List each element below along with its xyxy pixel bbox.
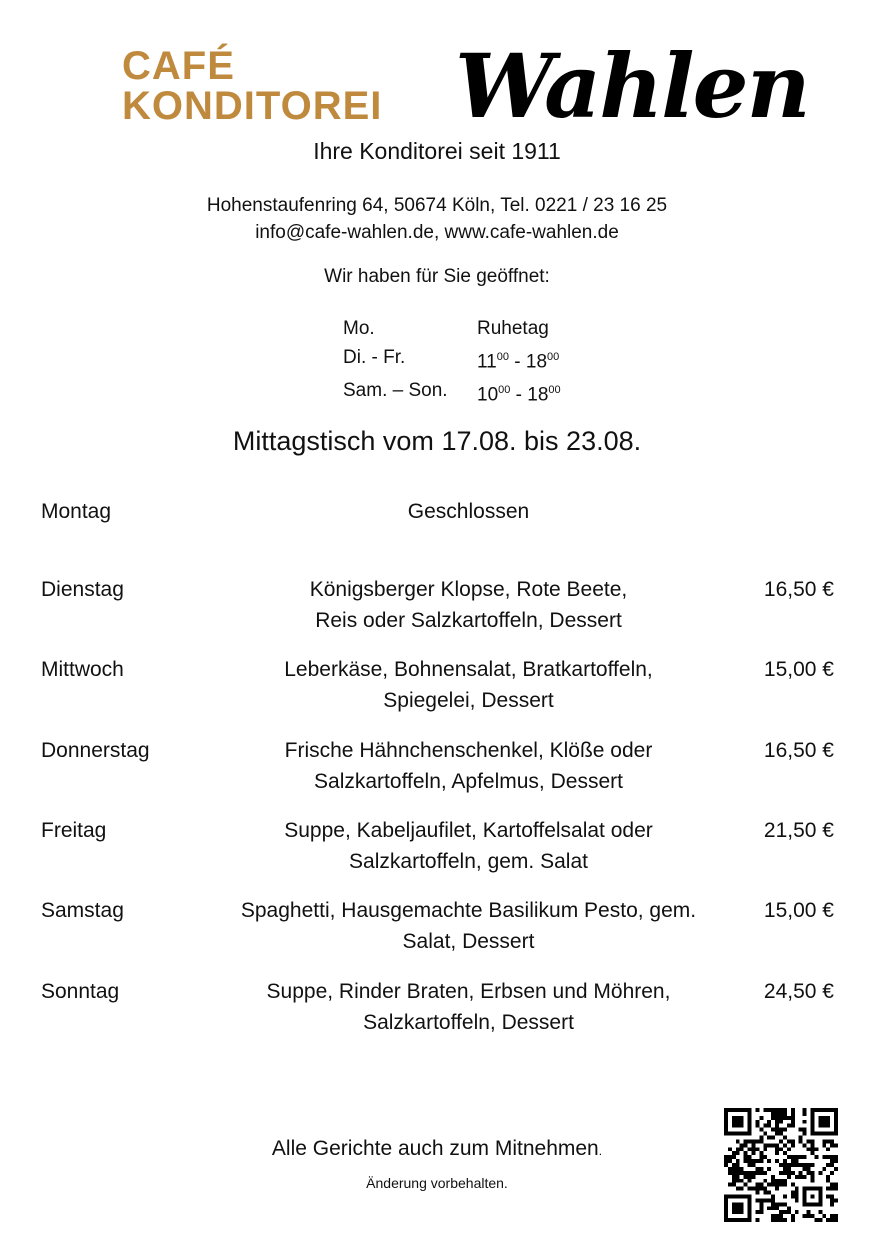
menu-dish: Königsberger Klopse, Rote Beete, Reis oder Salzkartoffeln, Dessert [309,578,628,632]
logo-wordmark [122,46,382,126]
logo-line-konditorei: KONDITOREI [122,84,383,128]
hours-days: Sam. – Son. [343,380,448,402]
logo-line-cafe: CAFÉ [122,44,235,88]
hours-days: Mo. [343,318,375,339]
contact-address: Hohenstaufenring 64, 50674 Köln, Tel. 0221 / 23 16 25 [206,195,668,216]
menu-price: 15,00 € [763,658,834,681]
menu-day: Samstag [41,899,124,922]
hours-days: Di. - Fr. [343,347,406,368]
menu-dish: Geschlossen [407,500,530,523]
hours-time: Ruhetag [477,318,549,339]
menu-date-to: 23.08. [566,426,642,456]
menu-price: 24,50 € [763,980,834,1003]
menu-date-from: 17.08. [441,426,517,456]
menu-day: Freitag [41,819,107,842]
qr-code-icon[interactable] [724,1108,838,1222]
menu-price: 16,50 € [763,578,834,601]
menu-day: Mittwoch [41,658,124,681]
hours-row [343,343,561,376]
menu-price: 16,50 € [763,739,834,762]
menu-dish: Suppe, Kabeljaufilet, Kartoffelsalat oder Salzkartoffeln, gem. Salat [284,819,653,873]
change-note: Änderung vorbehalten. [366,1175,508,1191]
menu-day: Sonntag [41,980,120,1003]
hours-row [343,314,561,343]
opening-title: Wir haben für Sie geöffnet: [324,266,550,287]
menu-day: Donnerstag [41,739,150,762]
contact-web: info@cafe-wahlen.de, www.cafe-wahlen.de [255,222,619,243]
hours-row [343,376,561,409]
menu-day: Dienstag [41,578,124,601]
menu-day: Montag [41,500,112,523]
takeaway-note: Alle Gerichte auch zum Mitnehmen. [271,1137,603,1160]
menu-dish: Suppe, Rinder Braten, Erbsen und Möhren, Salzkartoffeln, Dessert [266,980,671,1034]
menu-dish: Leberkäse, Bohnensalat, Bratkartoffeln, Spiegelei, Dessert [284,658,653,712]
logo-script-wahlen: Wahlen [455,34,809,138]
menu-title: Mittagstisch vom 17.08. bis 23.08. [232,426,642,456]
hours-time: $11^{00} - 18^{00}$ [477,351,560,373]
menu-price: 15,00 € [763,899,834,922]
opening-hours [343,314,561,410]
tagline: Ihre Konditorei seit 1911 [313,138,561,164]
menu-dish: Spaghetti, Hausgemachte Basilikum Pesto, gem. Salat, Dessert [240,899,697,953]
contact-block [0,192,874,246]
menu-dish: Frische Hähnchenschenkel, Klöße oder Salzkartoffeln, Apfelmus, Dessert [284,739,653,793]
menu-price: 21,50 € [763,819,834,842]
hours-time: $10^{00} - 18^{00}$ [477,384,561,406]
